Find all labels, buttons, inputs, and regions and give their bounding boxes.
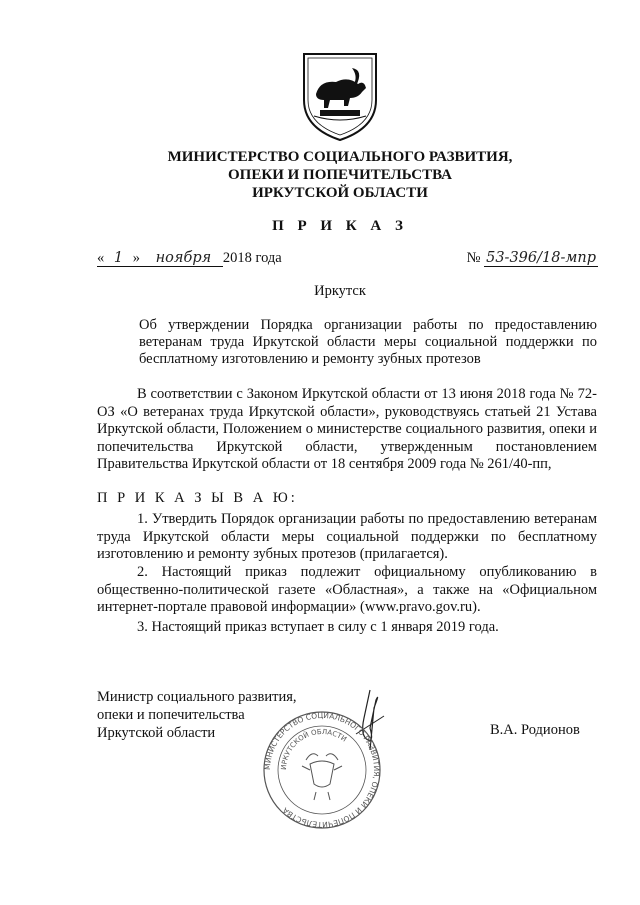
city: Иркутск	[314, 283, 366, 299]
date-month: ноября	[155, 250, 212, 266]
org-name-line-1: МИНИСТЕРСТВО СОЦИАЛЬНОГО РАЗВИТИЯ,	[167, 149, 513, 165]
number-value: 53-396/18-мпр	[486, 250, 596, 266]
date-day: 1	[113, 250, 124, 266]
org-name-line-3: ИРКУТСКОЙ ОБЛАСТИ	[252, 185, 428, 201]
order-word: П Р И К А З Ы В А Ю:	[97, 490, 298, 506]
document-number	[467, 250, 598, 267]
number-label: №	[466, 250, 481, 266]
quote-open: «	[97, 250, 105, 266]
order-item-1: 1. Утвердить Порядок организации работы по предоставлению ветеранам труда Иркутской области меры социальной поддержки по бесплатному изготовлению и ремонту зубных протезов (прилагается).	[97, 511, 597, 562]
date-handwritten	[97, 250, 223, 267]
stamp-inner-text: ИРКУТСКОЙ ОБЛАСТИ	[279, 727, 348, 771]
svg-text:ИРКУТСКОЙ ОБЛАСТИ	[280, 728, 348, 770]
signer-position-line-1: Министр социального развития,	[97, 689, 297, 705]
coat-of-arms-emblem-icon	[298, 50, 382, 142]
order-item-3: 3. Настоящий приказ вступает в силу с 1 января 2019 года.	[137, 619, 499, 635]
signer-position-line-2: опеки и попечительства	[97, 707, 245, 723]
stamp-outer-text: МИНИСТЕРСТВО СОЦИАЛЬНОГО РАЗВИТИЯ, ОПЕКИ И ПОПЕЧИТЕЛЬСТВА	[262, 710, 382, 830]
stamp-eagle-icon	[302, 754, 342, 800]
official-stamp	[262, 700, 382, 840]
signer-name: В.А. Родионов	[490, 722, 580, 738]
signer-position-line-3: Иркутской области	[97, 725, 216, 741]
date-year: 2018 года	[222, 250, 282, 266]
quote-close: »	[132, 250, 140, 266]
document-subject: Об утверждении Порядка организации работы по предоставлению ветеранам труда Иркутской области меры социальной поддержки по бесплатному изготовлению и ремонту зубных протезов	[139, 317, 597, 367]
order-item-2: 2. Настоящий приказ подлежит официальному опубликованию в общественно-политической газете «Областная», а также на «Официальном интернет-портале правовой информации» (www.pravo.gov.ru).	[97, 564, 597, 615]
preamble-paragraph: В соответствии с Законом Иркутской области от 13 июня 2018 года № 72-ОЗ «О ветеранах труда Иркутской области», руководствуясь статьей 21 Устава Иркутской области, Положением о министерстве социального развития, опеки и попечительства Иркутской области, утвержденным постановлением Правительства Иркутской области от 18 сентября 2009 года № 261/40-пп,	[97, 386, 597, 472]
org-name-line-2: ОПЕКИ И ПОПЕЧИТЕЛЬСТВА	[228, 167, 452, 183]
document-date	[97, 250, 282, 267]
document-type-title: П Р И К А З	[272, 218, 408, 234]
